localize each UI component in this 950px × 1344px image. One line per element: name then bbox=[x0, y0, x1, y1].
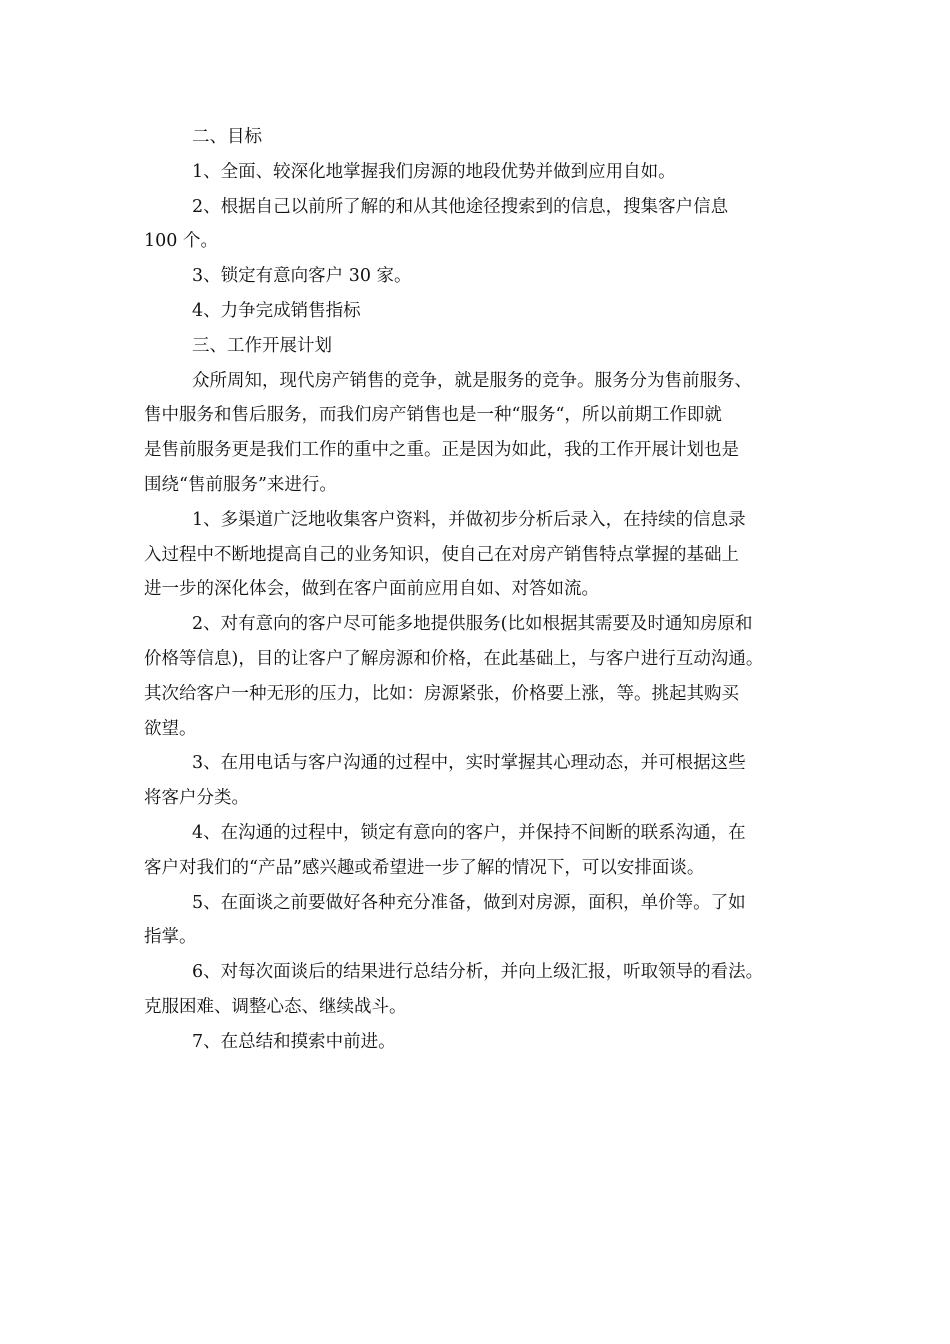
text-line: 5、在面谈之前要做好各种充分准备，做到对房源，面积，单价等。了如 bbox=[192, 892, 746, 913]
text-line: 1、多渠道广泛地收集客户资料，并做初步分析后录入，在持续的信息录 bbox=[192, 509, 746, 530]
text-line: 3、锁定有意向客户 30 家。 bbox=[192, 266, 412, 287]
text-line: 4、力争完成销售指标 bbox=[192, 300, 361, 321]
text-line: 进一步的深化体会，做到在客户面前应用自如、对答如流。 bbox=[144, 579, 599, 600]
text-line: 众所周知，现代房产销售的竞争，就是服务的竞争。服务分为售前服务、 bbox=[192, 370, 752, 391]
text-line: 入过程中不断地提高自己的业务知识，使自己在对房产销售特点掌握的基础上 bbox=[144, 544, 739, 565]
text-line: 售中服务和售后服务，而我们房产销售也是一种“服务“，所以前期工作即就 bbox=[144, 405, 722, 426]
text-line: 围绕“售前服务”来进行。 bbox=[144, 474, 337, 495]
text-line: 二、目标 bbox=[192, 127, 262, 147]
document-body bbox=[144, 120, 820, 1060]
text-line: 其次给客户一种无形的压力，比如：房源紧张，价格要上涨，等。挑起其购买 bbox=[144, 683, 739, 704]
text-line: 客户对我们的“产品”感兴趣或希望进一步了解的情况下，可以安排面谈。 bbox=[144, 857, 705, 878]
text-line: 指掌。 bbox=[144, 927, 197, 948]
text-line: 价格等信息)，目的让客户了解房源和价格，在此基础上，与客户进行互动沟通。 bbox=[144, 648, 764, 669]
text-line: 100 个。 bbox=[144, 231, 218, 252]
text-line: 将客户分类。 bbox=[144, 788, 249, 809]
text-line: 是售前服务更是我们工作的重中之重。正是因为如此，我的工作开展计划也是 bbox=[144, 440, 739, 461]
text-line: 4、在沟通的过程中，锁定有意向的客户，并保持不间断的联系沟通，在 bbox=[192, 822, 746, 843]
text-line: 2、根据自己以前所了解的和从其他途径搜索到的信息，搜集客户信息 bbox=[192, 196, 729, 217]
text-line: 6、对每次面谈后的结果进行总结分析，并向上级汇报，听取领导的看法。 bbox=[192, 962, 764, 983]
text-line: 7、在总结和摸索中前进。 bbox=[192, 1031, 396, 1052]
text-line: 三、工作开展计划 bbox=[192, 335, 332, 356]
text-line: 3、在用电话与客户沟通的过程中，实时掌握其心理动态，并可根据这些 bbox=[192, 753, 746, 774]
text-line: 1、全面、较深化地掌握我们房源的地段优势并做到应用自如。 bbox=[192, 161, 676, 182]
text-line: 克服困难、调整心态、继续战斗。 bbox=[144, 996, 407, 1017]
text-line: 2、对有意向的客户尽可能多地提供服务(比如根据其需要及时通知房原和 bbox=[192, 614, 753, 635]
text-line: 欲望。 bbox=[144, 718, 197, 739]
